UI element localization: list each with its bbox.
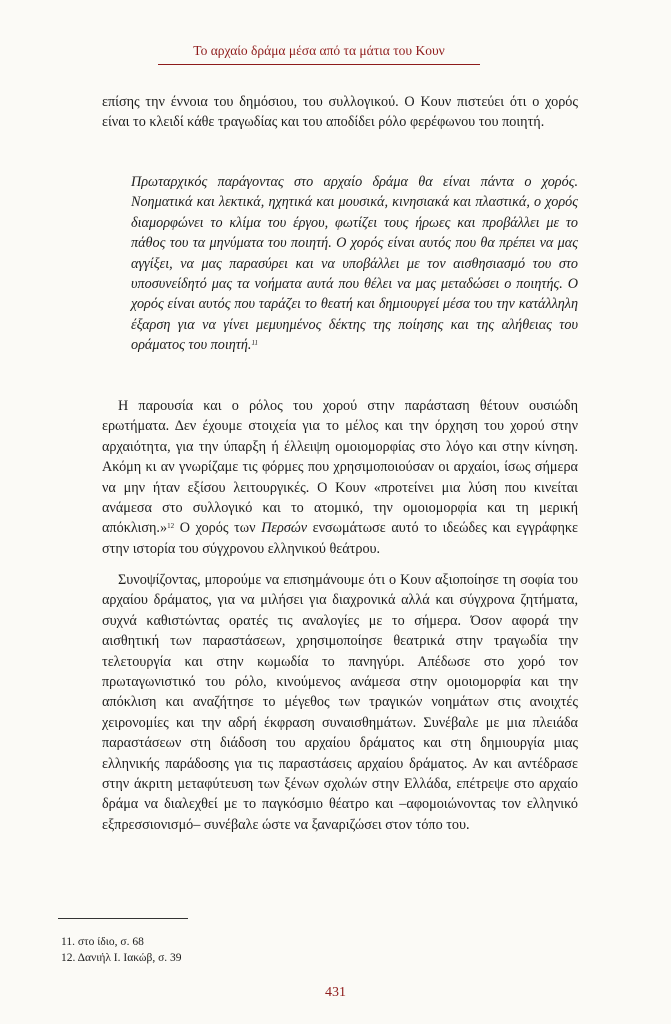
paragraph-2-text (102, 396, 578, 559)
paragraph-3 (102, 570, 578, 835)
paragraph-2 (102, 396, 578, 559)
footnote-ref-12: 12 (167, 522, 175, 531)
footnote-11: 11. στο ίδιο, σ. 68 (61, 936, 144, 948)
footnote-ref-11: 11 (251, 339, 258, 348)
paragraph-3-text: Συνοψίζοντας, μπορούμε να επισημάνουμε ότι ο Κουν αξιοποίησε τη σοφία του αρχαίου δράματος, για να μιλήσει για διαχρονικά αλλά και σύγχρονα ζητήματα, συχνά καθιστώντας ορατές τις αναλογίες με το σήμερα. Όσον αφορά την αισθητική των παραστάσεων, χρησιμοποίησε θεατρικά στην τραγωδία την τελετουργία και στην κωμωδία το πανηγύρι. Απέδωσε στο χορό τον πρωταγωνιστικό του ρόλο, κινούμενος ανάμεσα στην ομοιομορφία και την απόκλιση και αναζήτησε το μέγεθος των τραγικών νοημάτων στις ανοιχτές χειρονομίες και την αδρή έκφραση συναισθημάτων. Συνέβαλε με μια πλειάδα παραστάσεων στη διάδοση του αρχαίου δράματος και στη δημιουργία μιας ελληνικής παράδοσης για τις παραστάσεις αρχαίου δράματος. Αν και αντέδρασε στην άκριτη μεταφύτευση των ξένων σχολών στην Ελλάδα, επέτρεψε στο αρχαίο δράμα να διαλεχθεί με το παγκόσμιο θέατρο και –αφομοιώνοντας τον ελληνικό εξπρεσσιονισμό– συνέβαλε ώστε να ξαναριζώσει στον τόπο του. (102, 572, 578, 833)
paragraph-2-part1: Η παρουσία και ο ρόλος του χορού στην παράσταση θέτουν ουσιώδη ερωτήματα. Δεν έχουμε στοιχεία για το μέλος και την όρχηση του χορού στην αρχαιότητα, για την ύπαρξη ή έλλειψη ομοιομορφίας στο λόγο και στην κίνηση. Ακόμη κι αν γνωρίζαμε τις φόρμες που χρησιμοποιούσαν οι αρχαίοι, ίσως σήμερα να μην ήταν εξίσου λειτουργικές. Ο Κουν «προτείνει μια λύση που κινείται ανάμεσα στο συλλογικό και το ατομικό, την ομοιομορφία και τη μερική απόκλιση.» (102, 398, 578, 537)
footnote-12: 12. Δανιήλ Ι. Ιακώβ, σ. 39 (61, 952, 182, 964)
footnotes (61, 934, 182, 966)
work-title-persians: Περσών (261, 520, 308, 537)
block-quote-text: Πρωταρχικός παράγοντας στο αρχαίο δράμα θα είναι πάντα ο χορός. Νοηματικά και λεκτικά, ηχητικά και μουσικά, κινησιακά και πλαστικά, ο χορός διαμορφώνει το κλίμα του έργου, φωτίζει τους ήρωες και προβάλλει με το πάθος του τα μηνύματα του ποιητή. Ο χορός είναι αυτός που θα πρέπει να μας αγγίξει, να μας παρασύρει και να υποβάλλει με τον αισθησιασμό του στο υποσυνείδητό μας τα νοήματα αυτά που θέλει να μας μεταδώσει ο ποιητής. Ο χορός είναι αυτός που ταράζει το θεατή και δημιουργεί μέσα του την κατάλληλη έξαρση για να γίνει μεμυημένος δέκτης της ποίησης και της αλήθειας του οράματος του ποιητή. (131, 174, 578, 354)
paragraph-2-part2: Ο χορός των (174, 520, 262, 537)
paragraph-1-text: επίσης την έννοια του δημόσιου, του συλλογικού. Ο Κουν πιστεύει ότι ο χορός είναι το κλειδί κάθε τραγωδίας και του αποδίδει ρόλο φερέφωνου του ποιητή. (102, 94, 578, 131)
running-head: Το αρχαίο δράμα μέσα από τα μάτια του Κουν (158, 43, 480, 65)
paragraph-1 (102, 92, 578, 133)
block-quote (131, 172, 578, 356)
page-number: 431 (325, 985, 346, 1000)
footnote-divider (58, 918, 188, 919)
paragraph-2-part3: ενσωμάτωσε αυτό το ιδεώδες και εγγράφηκε στην ιστορία του σύγχρονου ελληνικού θεάτρου. (102, 520, 578, 557)
